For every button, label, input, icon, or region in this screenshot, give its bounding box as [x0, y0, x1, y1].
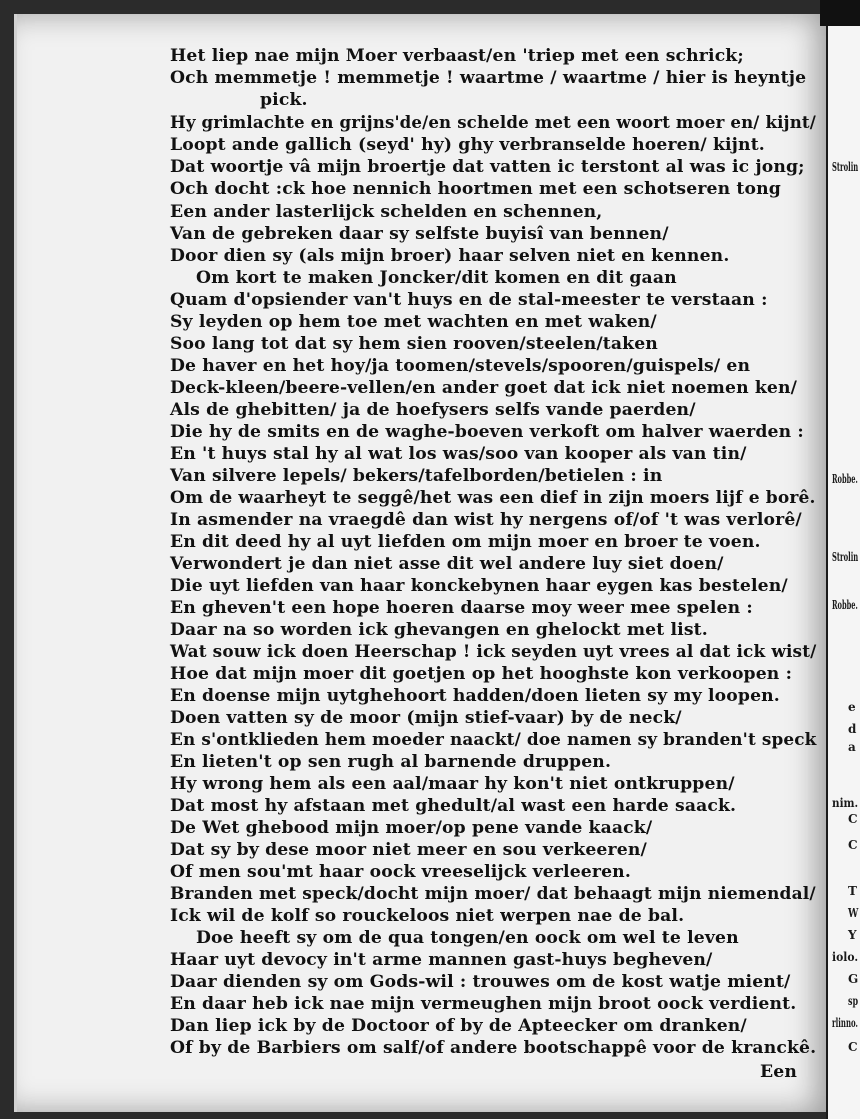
margin-note: Strolin: [832, 160, 859, 174]
text-line: Van de gebreken daar sy selfste buyisî van bennen/: [170, 224, 669, 244]
text-line: Och memmetje ! memmetje ! waartme / waartme / hier is heyntje: [170, 68, 807, 88]
margin-note: iolo.: [832, 950, 859, 964]
margin-note: Robbe.: [832, 472, 858, 486]
margin-note: Y: [848, 928, 857, 942]
text-line: Hy grimlachte en grijns'de/en schelde met een woort moer en/ kijnt/: [170, 113, 816, 133]
text-line: En lieten't op sen rugh al barnende druppen.: [170, 752, 612, 772]
text-line: Een ander lasterlijck schelden en schennen,: [170, 202, 603, 222]
margin-note: a: [848, 740, 856, 754]
text-line: Och docht :ck hoe nennich hoortmen met een schotseren tong: [170, 179, 781, 199]
text-line: Quam d'opsiender van't huys en de stal-meester te verstaan :: [170, 290, 768, 310]
text-line: Verwondert je dan niet asse dit wel andere luy siet doen/: [170, 554, 724, 574]
text-line: En daar heb ick nae mijn vermeughen mijn broot oock verdient.: [170, 994, 797, 1014]
text-line: Of by de Barbiers om salf/of andere bootschappê voor de kranckê.: [170, 1038, 817, 1058]
text-line: De Wet ghebood mijn moer/op pene vande kaack/: [170, 818, 653, 838]
margin-note: C: [848, 812, 858, 826]
text-line: Daar dienden sy om Gods-wil : trouwes om de kost watje mient/: [170, 972, 791, 992]
margin-note: Strolin: [832, 550, 859, 564]
text-line: Soo lang tot dat sy hem sien rooven/steelen/taken: [170, 334, 658, 354]
text-line: Door dien sy (als mijn broer) haar selven niet en kennen.: [170, 246, 730, 266]
margin-note: W: [848, 906, 859, 920]
text-line: Doe heeft sy om de qua tongen/en oock om wel te leven: [196, 928, 739, 948]
text-line: pick.: [260, 90, 308, 110]
text-line: Dat woortje vâ mijn broertje dat vatten ic terstont al was ic jong;: [170, 157, 805, 177]
text-line: Sy leyden op hem toe met wachten en met waken/: [170, 312, 657, 332]
text-line: Die uyt liefden van haar konckebynen haar eygen kas bestelen/: [170, 576, 788, 596]
margin-note: C: [848, 838, 858, 852]
text-line: Daar na so worden ick ghevangen en ghelockt met list.: [170, 620, 708, 640]
text-line: Die hy de smits en de waghe-boeven verkoft om halver waerden :: [170, 422, 804, 442]
text-line: Branden met speck/docht mijn moer/ dat behaagt mijn niemendal/: [170, 884, 816, 904]
margin-note: d: [848, 722, 857, 736]
text-line: En 't huys stal hy al wat los was/soo van kooper als van tin/: [170, 444, 747, 464]
margin-note: sp: [848, 994, 859, 1008]
text-line: Het liep nae mijn Moer verbaast/en 'triep met een schrick;: [170, 46, 744, 66]
text-line: Deck-kleen/beere-vellen/en ander goet dat ick niet noemen ken/: [170, 378, 798, 398]
margin-note: e: [848, 700, 856, 714]
text-line: Wat souw ick doen Heerschap ! ick seyden uyt vrees al dat ick wist/: [170, 642, 817, 662]
margin-note: G: [848, 972, 859, 986]
scan-border: [820, 0, 860, 26]
text-line: En dit deed hy al uyt liefden om mijn moer en broer te voen.: [170, 532, 761, 552]
text-line: In asmender na vraegdê dan wist hy nergens of/of 't was verlorê/: [170, 510, 802, 530]
text-line: Hoe dat mijn moer dit goetjen op het hooghste kon verkoopen :: [170, 664, 793, 684]
catchword: Een: [760, 1062, 797, 1082]
margin-note: C: [848, 1040, 858, 1054]
text-line: En doense mijn uytghehoort hadden/doen lieten sy my loopen.: [170, 686, 780, 706]
text-line: Of men sou'mt haar oock vreeselijck verleeren.: [170, 862, 631, 882]
margin-note: T: [848, 884, 857, 898]
text-line: Hy wrong hem als een aal/maar hy kon't niet ontkruppen/: [170, 774, 735, 794]
text-line: Als de ghebitten/ ja de hoefysers selfs vande paerden/: [170, 400, 696, 420]
text-line: De haver en het hoy/ja toomen/stevels/spooren/guispels/ en: [170, 356, 751, 376]
text-line: Om kort te maken Joncker/dit komen en dit gaan: [196, 268, 677, 288]
text-line: Van silvere lepels/ bekers/tafelborden/betielen : in: [170, 466, 663, 486]
margin-note: Robbe.: [832, 598, 858, 612]
text-line: Dan liep ick by de Doctoor of by de Apteecker om dranken/: [170, 1016, 747, 1036]
text-line: Ick wil de kolf so rouckeloos niet werpen nae de bal.: [170, 906, 685, 926]
margin-note: rlinno.: [832, 1016, 858, 1030]
text-line: Doen vatten sy de moor (mijn stief-vaar) by de neck/: [170, 708, 682, 728]
text-line: En s'ontklieden hem moeder naackt/ doe namen sy branden't speck: [170, 730, 817, 750]
text-line: Haar uyt devocy in't arme mannen gast-huys begheven/: [170, 950, 713, 970]
text-line: Loopt ande gallich (seyd' hy) ghy verbranselde hoeren/ kijnt.: [170, 135, 765, 155]
margin-note: nim.: [832, 796, 859, 810]
text-line: Om de waarheyt te seggê/het was een dief in zijn moers lijf e borê.: [170, 488, 816, 508]
text-line: En gheven't een hope hoeren daarse moy weer mee spelen :: [170, 598, 753, 618]
text-line: Dat sy by dese moor niet meer en sou verkeeren/: [170, 840, 647, 860]
text-line: Dat most hy afstaan met ghedult/al wast een harde saack.: [170, 796, 737, 816]
